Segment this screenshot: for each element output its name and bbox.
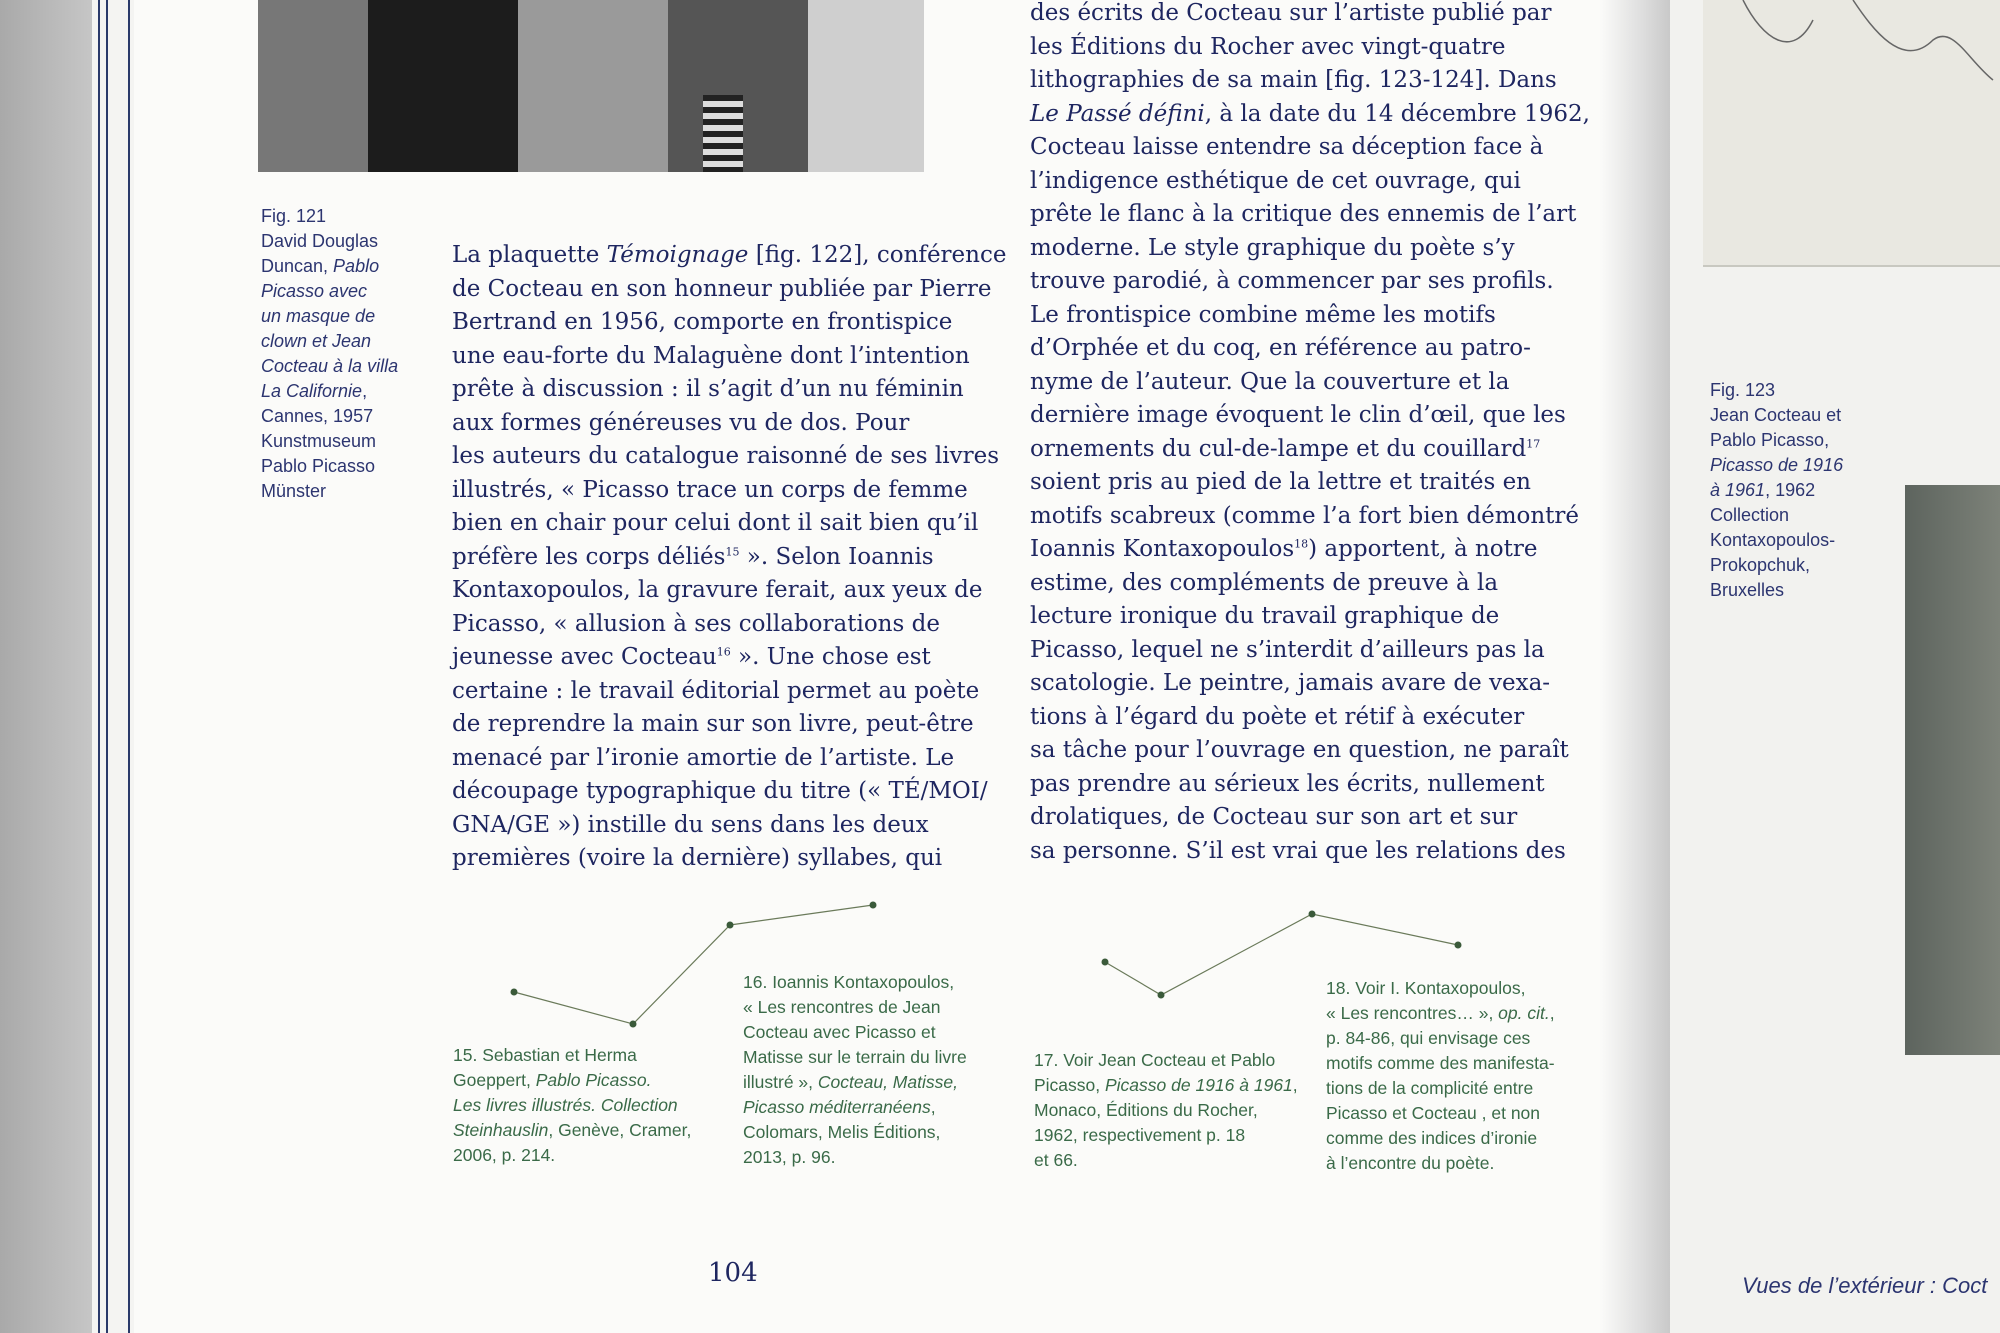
text-run: tions de la complicité entre [1326,1078,1534,1098]
footnote-reference[interactable]: 16 [716,645,731,659]
italic-run: Les livres illustrés. Collection [453,1095,678,1115]
footnote-line [1034,1048,1298,1073]
text-run: Münster [261,481,327,501]
text-run: tions à l’égard du poète et rétif à exécuter [1030,703,1525,730]
text-run: David Douglas [261,231,379,251]
text-run: Pablo [333,256,380,276]
text-run: soient pris au pied de la lettre et traités en [1030,469,1531,495]
text-run: et 66. [1034,1150,1078,1170]
footnote-line [743,1095,967,1120]
text-run: Kontaxopoulos- [1710,530,1836,550]
text-run: découpage typographique du titre (« TÉ/MOI/ [452,778,988,804]
text-run: Duncan, [261,256,334,276]
text-run: bien en chair pour celui dont il sait bien qu’il [452,510,979,536]
text-run: prête le flanc à la critique des ennemis de l’art [1030,201,1577,227]
text-run: Kontaxopoulos, la gravure ferait, aux yeux de [452,577,983,603]
running-head: Vues de l’extérieur : Coct [1742,1273,1988,1298]
text-run: premières (voire la dernière) syllabes, qui [452,845,943,871]
footnote-line [1326,1101,1555,1126]
italic-run: Picasso de 1916 à 1961 [1105,1075,1293,1095]
text-run: aux formes généreuses vu de dos. Pour [452,409,910,436]
text-run: dernière image évoquent le clin d’œil, que les [1030,402,1566,428]
text-run: 2013, p. 96. [743,1147,836,1167]
footnote-line [743,970,967,995]
footnote-line [453,1093,691,1118]
text-run: p. 84-86, qui envisage ces [1326,1028,1531,1048]
footnote-18 [1326,976,1555,1176]
text-run: , [930,1097,936,1117]
text-run: 2006, p. 214. [453,1145,556,1165]
text-run: illustré », [743,1072,818,1092]
text-run: de Cocteau en son honneur publiée par Pierre [452,275,992,302]
footnote-line [743,995,967,1020]
text-run: un masque de [261,306,376,326]
footnote-line [743,1145,967,1170]
footnote-line [453,1043,691,1068]
footnote-line [1326,1151,1555,1176]
text-run: Picasso de 1916 [1710,455,1844,475]
text-run: estime, des compléments de preuve à la [1030,569,1499,596]
text-run: Goeppert, [453,1070,536,1090]
text-run: préfère les corps déliés [452,543,726,570]
text-run: sa personne. S’il est vrai que les relations des [1030,837,1566,864]
text-run: motifs scabreux (comme l’a fort bien démontré [1030,502,1580,529]
text-run: Cocteau avec Picasso et [743,1022,936,1042]
text-run: d’Orphée et du coq, en référence au patro- [1030,335,1531,361]
text-run: Pablo Picasso [261,456,376,476]
footnote-reference[interactable]: 15 [725,544,740,558]
footnote-line [1034,1148,1298,1173]
text-run: lecture ironique du travail graphique de [1030,603,1500,629]
text-run: ». Selon Ioannis [739,543,934,570]
text-run: , [1549,1003,1555,1023]
text-run: 16. Ioannis Kontaxopoulos, [743,972,955,992]
text-run: GNA/GE ») instille du sens dans les deux [452,811,929,838]
text-run: comme des indices d’ironie [1326,1128,1538,1148]
footnote-line [1034,1073,1298,1098]
italic-run: Steinhauslin [453,1120,549,1140]
text-run: trouve parodié, à commencer par ses profils. [1030,268,1554,294]
text-run: « Les rencontres de Jean [743,997,941,1017]
text-run: à 1961 [1710,480,1766,500]
footnote-line [743,1070,967,1095]
footnote-line [453,1068,691,1093]
text-run: Colomars, Melis Éditions, [743,1122,941,1142]
text-run: Cocteau à la villa [261,356,399,376]
text-run: 18. Voir I. Kontaxopoulos, [1326,978,1526,998]
footnote-line [1326,1026,1555,1051]
text-run: « Les rencontres… », [1326,1003,1499,1023]
text-run: ». Une chose est [730,644,931,670]
text-run: [fig. 122], conférence [748,242,1007,268]
text-run: Cannes, 1957 [261,406,374,426]
text-run: à l’encontre du poète. [1326,1153,1495,1173]
text-run: ornements du cul-de-lampe et du couillard [1030,435,1527,462]
text-run: clown et Jean [261,331,372,351]
footnote-line [743,1045,967,1070]
italic-run: Cocteau, Matisse, [817,1072,958,1092]
text-run: La plaquette [452,242,607,268]
text-run: les auteurs du catalogue raisonné de ses livres [452,443,999,469]
text-run: Monaco, Éditions du Rocher, [1034,1100,1258,1120]
footnote-17 [1034,1048,1298,1173]
text-run: drolatiques, de Cocteau sur son art et sur [1030,804,1518,830]
text-run: 1962, respectivement p. 18 [1034,1125,1246,1145]
text-run: illustrés, « Picasso trace un corps de femme [452,476,968,503]
text-run: une eau-forte du Malaguène dont l’intention [452,342,970,369]
italic-run: Le Passé défini [1030,100,1205,127]
footnote-line [1326,976,1555,1001]
text-run: Matisse sur le terrain du livre [743,1047,967,1067]
text-run: Picasso avec [261,281,368,301]
text-run: l’indigence esthétique de cet ouvrage, qui [1030,167,1521,194]
text-run: Kunstmuseum [261,431,377,451]
footnote-line [1034,1098,1298,1123]
text-run: Fig. 123 [1710,380,1776,400]
text-run: Collection [1710,505,1790,525]
text-run: Prokopchuk, [1710,555,1811,575]
text-run: Le frontispice combine même les motifs [1030,301,1496,328]
text-run: Picasso, « allusion à ses collaborations de [452,610,940,637]
text-run: scatologie. Le peintre, jamais avare de vexa- [1030,670,1551,696]
text-run: Fig. 121 [261,206,327,226]
italic-run: Pablo Picasso. [535,1070,652,1090]
text-run: Jean Cocteau et [1710,405,1842,425]
text-run: Picasso, [1034,1075,1105,1095]
page-number: 104 [708,1258,758,1288]
text-run: ) apportent, à notre [1308,536,1538,562]
italic-run: Témoignage [606,242,749,268]
italic-run: Picasso méditerranéens [743,1097,931,1117]
text-run: certaine : le travail éditorial permet au poète [452,677,980,704]
text-run: Pablo Picasso, [1710,430,1830,450]
text-run: moderne. Le style graphique du poète s’y [1030,234,1515,261]
text-run: jeunesse avec Cocteau [452,644,717,670]
italic-run: op. cit. [1498,1003,1550,1023]
footnote-15 [453,1043,691,1168]
text-run: Ioannis Kontaxopoulos [1030,536,1295,562]
text-run: Bertrand en 1956, comporte en frontispice [452,309,953,335]
text-run: , Genève, Cramer, [548,1120,692,1140]
text-run: 17. Voir Jean Cocteau et Pablo [1034,1050,1276,1070]
text-run: sa tâche pour l’ouvrage en question, ne paraît [1030,737,1569,763]
text-run: , [1292,1075,1298,1095]
text-run: , à la date du 14 décembre 1962, [1204,100,1590,127]
text-run: Bruxelles [1710,580,1785,600]
footnote-line [743,1120,967,1145]
text-run: Picasso, lequel ne s’interdit d’ailleurs pas la [1030,636,1545,663]
text-run: lithographies de sa main [fig. 123-124]. Dans [1030,67,1557,93]
text-run: des écrits de Cocteau sur l’artiste publié par [1030,0,1552,26]
text-run: pas prendre au sérieux les écrits, nullement [1030,770,1545,797]
text-run: , 1962 [1765,480,1816,500]
footnote-reference[interactable]: 17 [1526,436,1541,450]
text-run: 15. Sebastian et Herma [453,1045,637,1065]
text-run: de reprendre la main sur son livre, peut-être [452,711,974,737]
text-run: menacé par l’ironie amortie de l’artiste. Le [452,744,955,771]
text-run: Picasso et Cocteau , et non [1326,1103,1541,1123]
footnote-line [1326,1126,1555,1151]
text-run: La Californie [261,381,363,401]
footnote-line [743,1020,967,1045]
text-run: Cocteau laisse entendre sa déception face à [1030,134,1544,160]
footnote-reference[interactable]: 18 [1294,537,1309,551]
footnote-line [1326,1001,1555,1026]
footnote-16 [743,970,967,1170]
text-run: prête à discussion : il s’agit d’un nu féminin [452,376,964,402]
text-run: motifs comme des manifesta- [1326,1053,1555,1073]
footnote-line [1034,1123,1298,1148]
text-run: , [362,381,368,401]
footnote-line [1326,1051,1555,1076]
footnote-line [453,1118,691,1143]
text-run: nyme de l’auteur. Que la couverture et la [1030,368,1510,395]
text-run: les Éditions du Rocher avec vingt-quatre [1030,33,1506,60]
footnote-line [1326,1076,1555,1101]
footnote-line [453,1143,691,1168]
